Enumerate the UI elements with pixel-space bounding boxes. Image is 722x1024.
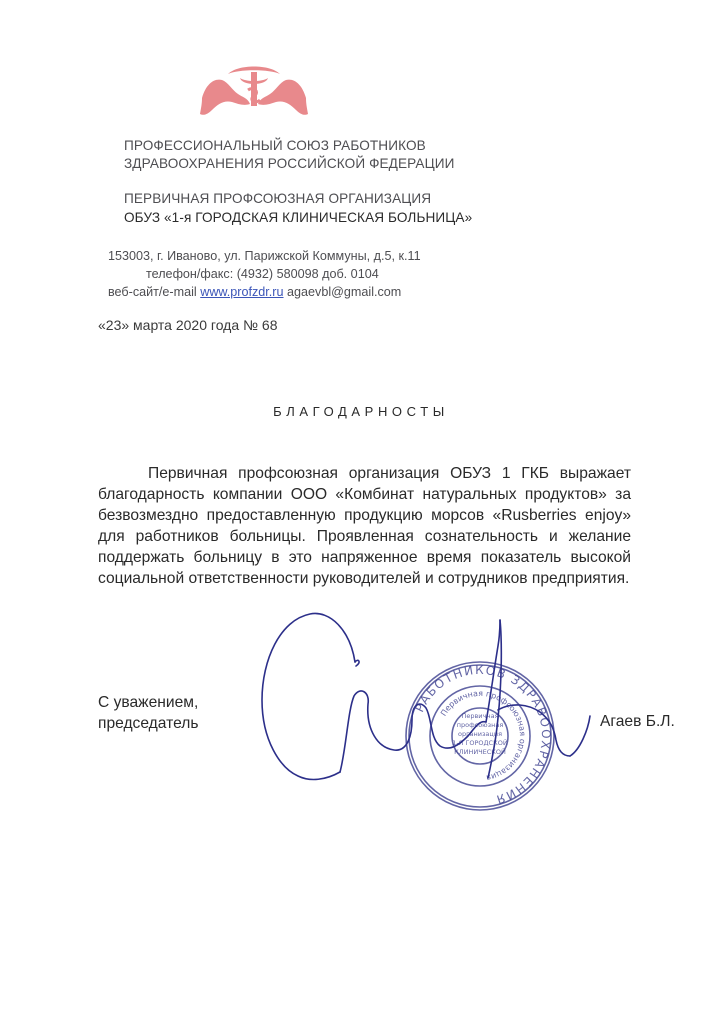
stamp-center-line-2: профсоюзная <box>456 721 504 729</box>
org-name-line-2: ОБУЗ «1-я ГОРОДСКАЯ КЛИНИЧЕСКАЯ БОЛЬНИЦА» <box>124 210 473 225</box>
signer-name: Агаев Б.Л. <box>600 713 675 730</box>
phone-line: телефон/факс: (4932) 580098 доб. 0104 <box>146 267 379 281</box>
org-name-line-1: ПЕРВИЧНАЯ ПРОФСОЮЗНАЯ ОРГАНИЗАЦИЯ <box>124 191 432 206</box>
handwritten-signature <box>150 600 620 800</box>
address-line: 153003, г. Иваново, ул. Парижской Коммуны, д.5, к.11 <box>108 249 421 263</box>
letter-body <box>98 463 631 589</box>
web-label: веб-сайт/e-mail <box>108 285 197 299</box>
document-title: БЛАГОДАРНОСТЫ <box>273 404 449 419</box>
stamp-center-line-5: КЛИНИЧЕСКОЙ <box>454 748 506 756</box>
union-name-line-1: ПРОФЕССИОНАЛЬНЫЙ СОЮЗ РАБОТНИКОВ <box>124 138 426 153</box>
union-logo <box>198 60 310 120</box>
stamp-center-line-4: 1-Я ГОРОДСКОЙ <box>452 739 508 747</box>
stamp-outer-text: РАБОТНИКОВ ЗДРАВООХРАНЕНИЯ <box>412 662 554 807</box>
closing-position: председатель <box>98 715 199 732</box>
stamp-inner-text: Первичная профсоюзная организация <box>438 688 528 783</box>
union-name-line-2: ЗДРАВООХРАНЕНИЯ РОССИЙСКОЙ ФЕДЕРАЦИИ <box>124 156 455 171</box>
document-date-number: «23» марта 2020 года № 68 <box>98 317 278 333</box>
body-paragraph: Первичная профсоюзная организация ОБУЗ 1 ГКБ выражает благодарность компании ООО «Комбинат натуральных продуктов» за безвозмездно предоставленную продукцию морсов «Rusberries enjoy» для работников больницы. Проявленная сознательность и желание поддержать больницу в это напряженное время показатель высокой социальной ответственности руководителей и сотрудников предприятия. <box>98 465 631 587</box>
closing-greeting: С уважением, <box>98 694 199 711</box>
web-contact-line <box>108 285 401 299</box>
stamp-center-line-1: Первичная <box>461 712 499 720</box>
website-link[interactable]: www.profzdr.ru <box>200 285 284 299</box>
stamp-center-line-3: организация <box>458 730 502 738</box>
email-address: agaevbl@gmail.com <box>287 285 402 299</box>
